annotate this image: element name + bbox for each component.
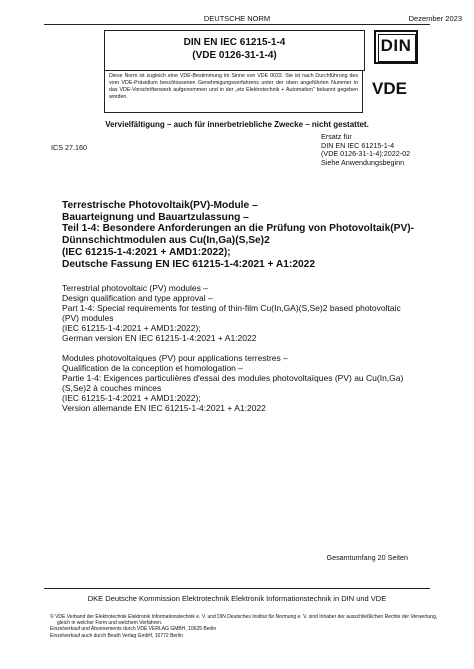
title-line: Bauarteignung und Bauartzulassung – bbox=[62, 211, 249, 223]
footnote-line: gleich in welcher Form und welchem Verfahren. bbox=[57, 620, 163, 627]
title-line: Terrestrische Photovoltaik(PV)-Module – bbox=[62, 200, 258, 211]
title-line: Dünnschichtmodulen aus Cu(In,Ga)(S,Se)2 bbox=[62, 235, 270, 247]
title-line: (S,Se)2 à couches minces bbox=[62, 382, 162, 393]
application-start-note: Siehe Anwendungsbeginn bbox=[321, 157, 405, 167]
replaced-standard: DIN EN IEC 61215-1-4 bbox=[321, 140, 395, 150]
title-english bbox=[62, 284, 442, 343]
title-line: Design qualification and type approval – bbox=[62, 292, 213, 303]
header-date: Dezember 2023 bbox=[408, 14, 462, 23]
title-line: Part 1-4: Special requirements for testing of thin-film Cu(In,GA)(S,Se)2 based photovoltaic bbox=[62, 302, 401, 313]
title-line: (IEC 61215-1-4:2021 + AMD1:2022); bbox=[62, 246, 231, 258]
replacement-label: Ersatz für bbox=[321, 132, 352, 141]
footer-divider bbox=[44, 588, 430, 589]
header-divider bbox=[44, 24, 430, 25]
title-line: Version allemande EN IEC 61215-1-4:2021 + A1:2022 bbox=[62, 402, 266, 413]
din-logo-text: DIN bbox=[380, 36, 412, 55]
title-line: Teil 1-4: Besondere Anforderungen an die Prüfung von Photovoltaik(PV)- bbox=[62, 223, 415, 235]
title-line: (IEC 61215-1-4:2021 + AMD1:2022); bbox=[62, 322, 201, 333]
title-line: Terrestrial photovoltaic (PV) modules – bbox=[62, 283, 208, 293]
footnote-line: © VDE Verband der Elektrotechnik Elektronik Informationstechnik e. V. und DIN Deutsches Institut für Normung e. V. sind Inhaber der ausschließlichen Rechte der Verwertung, bbox=[50, 614, 438, 620]
title-line: Qualification de la conception et homologation – bbox=[62, 362, 243, 373]
replacement-info bbox=[321, 133, 410, 167]
title-german bbox=[62, 200, 442, 270]
title-line: (IEC 61215-1-4:2021 + AMD1:2022); bbox=[62, 392, 201, 403]
dke-commission: DKE Deutsche Kommission Elektrotechnik Elektronik Informationstechnik in DIN und VDE bbox=[87, 594, 387, 603]
standard-number-box bbox=[104, 30, 365, 71]
title-line: Deutsche Fassung EN IEC 61215-1-4:2021 + A1:2022 bbox=[62, 258, 316, 270]
din-logo bbox=[374, 30, 418, 64]
title-line: Modules photovoltaïques (PV) pour applications terrestres – bbox=[62, 353, 288, 363]
vde-notice: Diese Norm ist zugleich eine VDE-Bestimmung im Sinne von VDE 0022. Sie ist nach Durchführung des vom VDE-Präsidium beschlossenen Genehmigungsverfahrens unter der oben angeführten Nummer in das VDE-Vorschriftenwerk aufgenommen und in der „etz Elektrotechnik + Automation" bekannt gegeben worden. bbox=[104, 70, 363, 113]
standard-number: DIN EN IEC 61215-1-4 bbox=[183, 37, 286, 48]
title-line: Partie 1-4: Exigences particulières d'essai des modules photovoltaïques (PV) au Cu(In,Ga) bbox=[62, 372, 404, 383]
total-pages: Gesamtumfang 20 Seiten bbox=[326, 553, 408, 562]
footnote-line: Einzelverkauf und Abonnements durch VDE VERLAG GMBH, 10625 Berlin bbox=[50, 626, 217, 633]
footnote-line: Einzelverkauf auch durch Beuth Verlag GmbH, 10772 Berlin bbox=[50, 632, 183, 639]
title-line: German version EN IEC 61215-1-4:2021 + A1:2022 bbox=[62, 332, 257, 343]
header-label: DEUTSCHE NORM bbox=[203, 14, 271, 23]
title-french bbox=[62, 354, 442, 413]
replaced-vde-number: (VDE 0126-31-1-4):2022-02 bbox=[321, 149, 411, 159]
reproduction-notice: Vervielfältigung – auch für innerbetriebliche Zwecke – nicht gestattet. bbox=[105, 120, 369, 129]
title-line: (PV) modules bbox=[62, 312, 114, 323]
ics-code: ICS 27.160 bbox=[51, 143, 87, 152]
copyright-footnotes bbox=[50, 614, 450, 639]
vde-classification-number: (VDE 0126-31-1-4) bbox=[192, 50, 277, 61]
vde-logo: VDE bbox=[372, 79, 407, 98]
